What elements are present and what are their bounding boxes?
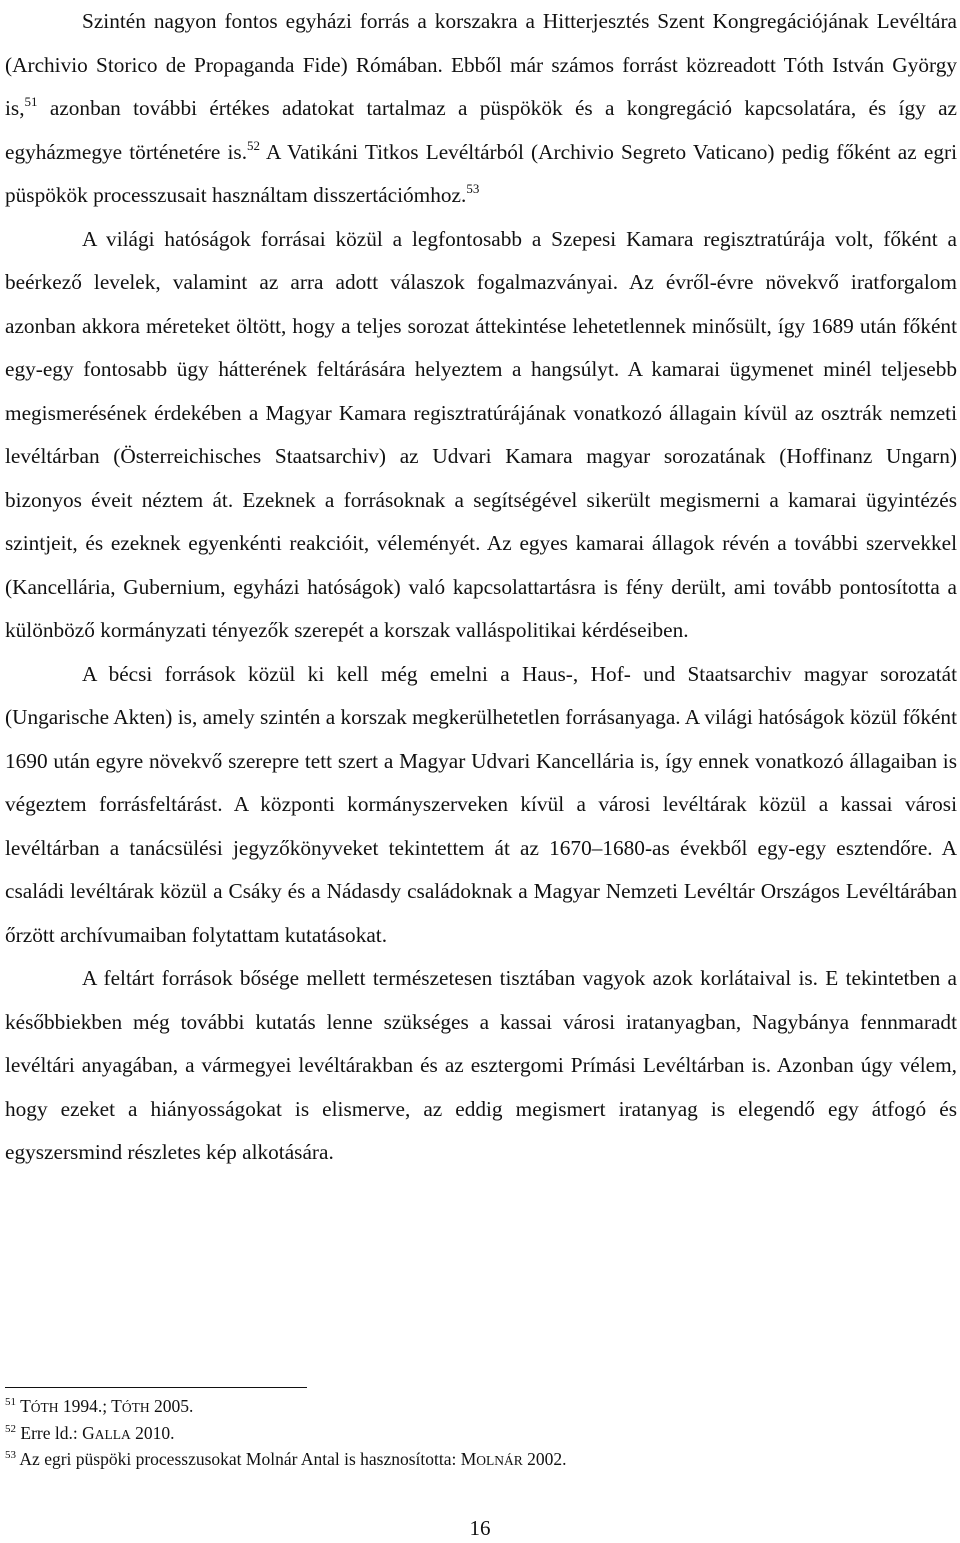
footnotes [5,1394,905,1474]
footnote-text: 2010. [130,1422,175,1443]
footnote-separator [5,1387,307,1388]
footnote-text: T [20,1396,31,1416]
footnote-smallcaps: OLNÁR [476,1453,523,1468]
footnote-text: 2005. [149,1396,194,1416]
footnote-53 [5,1447,905,1474]
footnote-smallcaps: ÓTH [121,1400,150,1415]
paragraph-1-text-c: A Vatikáni Titkos Levéltárból (Archivio Segreto Vaticano) pedig főként az egri püspökök processzusait használtam disszertációmhoz. [5,139,957,207]
footnote-text: Az egri püspöki processzusokat Molnár Antal is hasznosította: M [19,1449,477,1469]
page-number: 16 [469,1516,491,1540]
paragraph-3: A bécsi források közül ki kell még emelni a Haus-, Hof- und Staatsarchiv magyar sorozatát (Ungarische Akten) is, amely szintén a korszak megkerülhetetlen forrásanyaga. A világi hatóságok közül főként 1690 után egyre növekvő szerepre tett szert a Magyar Udvari Kancellária is, így ennek vonatkozó állagaiban is végeztem forrásfeltárást. A központi kormányszerveken kívül a városi levéltárak közül a kassai városi levéltárban a tanácsülési jegyzőkönyveket tekintettem át az 1670–1680-as évekből egy-egy esztendőre. A családi levéltárak közül a Csáky és a Nádasdy családoknak a Magyar Nemzeti Levéltár Országos Levéltárában őrzött archívumaiban folytattam kutatásokat. [5,661,957,947]
paragraph-1-text-b: azonban további értékes adatokat tartalmaz a püspökök és a kongregáció kapcsolatára, és így az egyházmegye történetére is. [5,96,957,164]
document-body [5,0,957,1175]
footnote-ref-53[interactable]: 53 [466,181,480,196]
footnote-text: 2002. [522,1449,567,1469]
paragraph-4: A feltárt források bősége mellett természetesen tisztában vagyok azok korlátaival is. E tekintetben a későbbiekben még további kutatás lenne szükséges a kassai városi iratanyagban, Nagybánya fennmaradt levéltári anyagában, a vármegyei levéltárakban és az esztergomi Prímási Levéltárban is. Azonban úgy vélem, hogy ezeket a hiányosságokat is elismerve, az eddig megismert iratanyag is elegendő egy átfogó és egyszersmind részletes kép alkotására. [5,966,957,1164]
footnote-ref-52[interactable]: 52 [247,137,261,153]
footnote-number: 52 [5,1422,16,1435]
footnote-smallcaps: ALLA [94,1426,131,1442]
footnote-number: 51 [5,1396,16,1408]
footnote-number: 53 [5,1449,16,1461]
paragraph-1-text-a: Szintén nagyon fontos egyházi forrás a korszakra a Hitterjesztés Szent Kongregációjának Levéltára (Archivio Storico de Propaganda Fide) Rómában. Ebből már számos forrást közreadott Tóth István György is, [5,9,957,120]
footnote-ref-51[interactable]: 51 [24,94,38,109]
footnote-52 [5,1421,905,1448]
footnote-text: Erre ld.: G [20,1422,95,1443]
footnote-text: 1994.; T [58,1396,122,1416]
footnote-51 [5,1394,905,1421]
footnote-smallcaps: ÓTH [30,1400,59,1415]
paragraph-1 [5,0,957,218]
paragraph-2: A világi hatóságok forrásai közül a legfontosabb a Szepesi Kamara regisztratúrája volt, főként a beérkező levelek, valamint az arra adott válaszok fogalmazványai. Az évről-évre növekvő iratforgalom azonban akkora méreteket öltött, hogy a teljes sorozat áttekintése lehetetlennek minősült, így 1689 után főként egy-egy fontosabb ügy hátterének feltárására helyeztem a hangsúlyt. A kamarai ügymenet minél teljesebb megismerésének érdekében a Magyar Kamara regisztratúrájának vonatkozó állagain kívül az osztrák nemzeti levéltárban (Österreichisches Staatsarchiv) az Udvari Kamara magyar sorozatának (Hoffinanz Ungarn) bizonyos éveit néztem át. Ezeknek a forrásoknak a segítségével sikerült megismerni a kamarai ügyintézés szintjeit, és ezeknek egyenkénti reakcióit, véleményét. Az egyes kamarai állagok révén a további szervekkel (Kancellária, Gubernium, egyházi hatóságok) való kapcsolattartásra is fény derült, ami tovább pontosította a különböző kormányzati tényezők szerepét a korszak valláspolitikai kérdéseiben. [5,226,957,642]
